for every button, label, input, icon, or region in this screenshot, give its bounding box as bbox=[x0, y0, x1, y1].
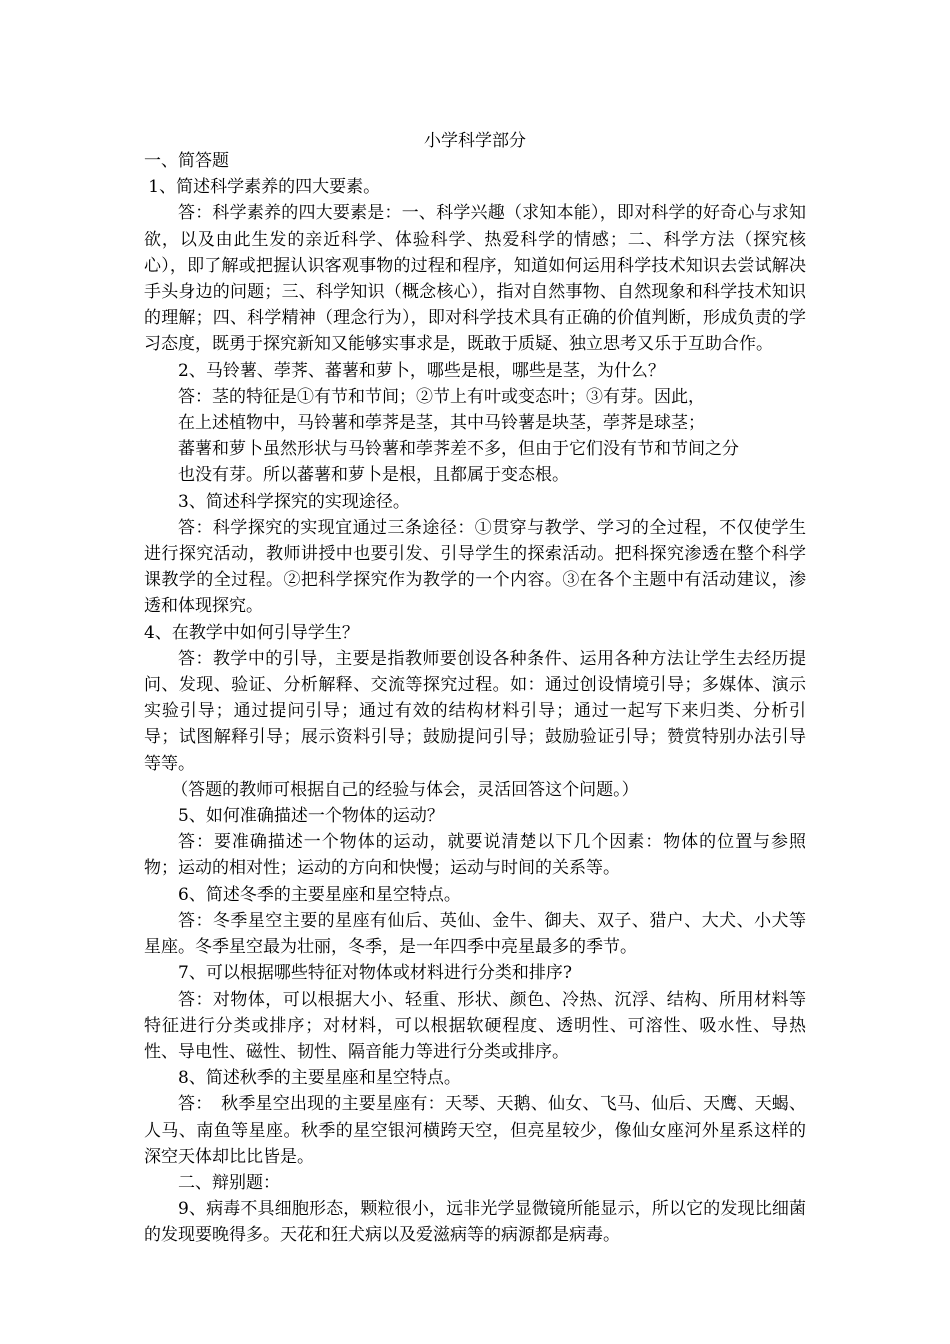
question-7: 7、可以根据哪些特征对物体或材料进行分类和排序? bbox=[178, 963, 572, 984]
question-8: 8、简述秋季的主要星座和星空特点。 bbox=[178, 1068, 461, 1089]
question-5: 5、如何准确描述一个物体的运动？ bbox=[178, 806, 444, 827]
answer-3: 答：科学探究的实现宜通过三条途径：①贯穿与教学、学习的全过程，不仅使学生进行探究活动，教师讲授中也要引发、引导学生的探索活动。把科探究渗透在整个科学课教学的全过程。②把科学探究作为教学的一个内容。③在各个主题中有活动建议，渗透和体现探究。 bbox=[144, 517, 806, 617]
question-4: 4、在教学中如何引导学生？ bbox=[144, 622, 359, 643]
answer-4: 答：教学中的引导，主要是指教师要创设各种条件、运用各种方法让学生去经历提问、发现、验证、分析解释、交流等探究过程。如：通过创设情境引导；多媒体、演示实验引导；通过提问引导；通过有效的结构材料引导；通过一起写下来归类、分析引导；试图解释引导；展示资料引导；鼓励提问引导；鼓励验证引导；赞赏特别办法引导等等。 bbox=[144, 648, 806, 774]
section-heading-discrimination: 二、辩别题： bbox=[178, 1172, 280, 1193]
answer-5: 答：要准确描述一个物体的运动，就要说清楚以下几个因素：物体的位置与参照物；运动的相对性；运动的方向和快慢；运动与时间的关系等。 bbox=[144, 832, 806, 879]
section-heading-short-answer: 一、简答题 bbox=[144, 151, 229, 171]
question-1: 1、简述科学素养的四大要素。 bbox=[148, 177, 381, 198]
answer-7: 答：对物体，可以根据大小、轻重、形状、颜色、冷热、沉浮、结构、所用材料等特征进行分类或排序；对材料，可以根据软硬程度、透明性、可溶性、吸水性、导热性、导电性、磁性、韧性、隔音能力等进行分类或排序。 bbox=[144, 989, 806, 1062]
question-9: 9、病毒不具细胞形态，颗粒很小，远非光学显微镜所能显示，所以它的发现比细菌的发现要晚得多。天花和狂犬病以及爱滋病等的病源都是病毒。 bbox=[144, 1199, 806, 1246]
answer-4-note: （答题的教师可根据自己的经验与体会，灵活回答这个问题。） bbox=[171, 779, 639, 800]
question-3: 3、简述科学探究的实现途径。 bbox=[178, 491, 410, 512]
page-title: 小学科学部分 bbox=[424, 131, 526, 151]
question-2: 2、马铃薯、荸荠、蕃薯和萝卜，哪些是根，哪些是茎，为什么？ bbox=[178, 360, 665, 381]
question-6: 6、简述冬季的主要星座和星空特点。 bbox=[178, 884, 461, 905]
answer-2-line-2: 在上述植物中，马铃薯和荸荠是茎，其中马铃薯是块茎，荸荠是球茎； bbox=[178, 413, 705, 434]
document-body bbox=[144, 148, 806, 1249]
answer-1: 答：科学素养的四大要素是：一、科学兴趣（求知本能），即对科学的好奇心与求知欲，以及由此生发的亲近科学、体验科学、热爱科学的情感；二、科学方法（探究核心），即了解或把握认识客观事物的过程和程序，知道如何运用科学技术知识去尝试解决手头身边的问题；三、科学知识（概念核心），指对自然事物、自然现象和科学技术知识的理解；四、科学精神（理念行为），即对科学技术具有正确的价值判断，形成负责的学习态度，既勇于探究新知又能够实事求是，既敢于质疑、独立思考又乐于互助合作。 bbox=[144, 203, 806, 355]
answer-2-line-1: 答：茎的特征是①有节和节间；②节上有叶或变态叶；③有芽。因此， bbox=[178, 386, 705, 407]
answer-2-line-3: 蕃薯和萝卜虽然形状与马铃薯和荸荠差不多，但由于它们没有节和节间之分 bbox=[178, 439, 739, 460]
answer-2-line-4: 也没有芽。所以蕃薯和萝卜是根，且都属于变态根。 bbox=[178, 465, 569, 486]
answer-8: 答： 秋季星空出现的主要星座有：天琴、天鹅、仙女、飞马、仙后、天鹰、天蝎、人马、南鱼等星座。秋季的星空银河横跨天空，但亮星较少，像仙女座河外星系这样的深空天体却比比皆是。 bbox=[144, 1094, 806, 1167]
answer-6: 答：冬季星空主要的星座有仙后、英仙、金牛、御夫、双子、猎户、大犬、小犬等星座。冬季星空最为壮丽，冬季，是一年四季中亮星最多的季节。 bbox=[144, 910, 806, 958]
